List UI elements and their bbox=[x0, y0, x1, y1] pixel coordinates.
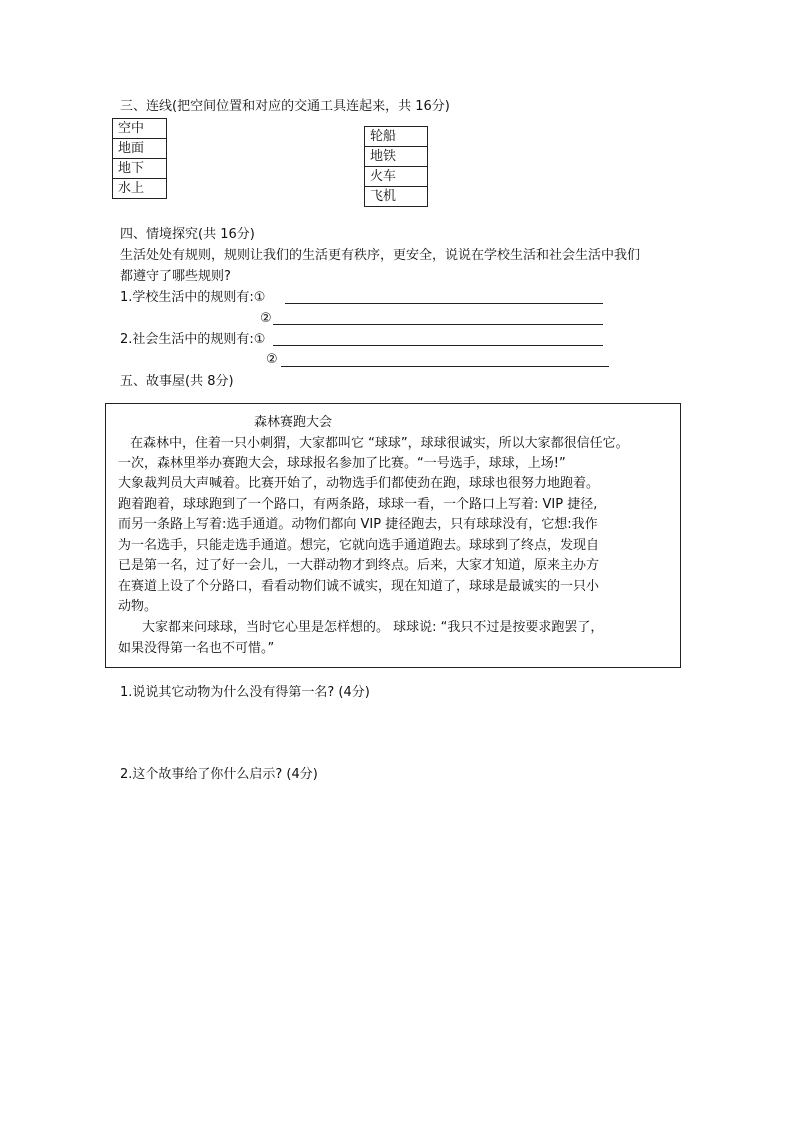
section4-intro-line1: 生活处处有规则，规则让我们的生活更有秩序，更安全，说说在学校生活和社会生活中我们 bbox=[120, 248, 641, 263]
story-line: 而另一条路上写着:选手通道。动物们都向 VIP 捷径跑去，只有球球没有，它想:我作 bbox=[118, 517, 598, 532]
section5-heading: 五、故事屋(共 8分) bbox=[120, 374, 234, 389]
place-cell[interactable]: 地面 bbox=[113, 139, 167, 159]
q2-second-marker: ② bbox=[266, 352, 278, 367]
story-line: 在赛道上设了个分路口，看看动物们诚不诚实，现在知道了，球球是最诚实的一只小 bbox=[118, 579, 600, 594]
story-line: 在森林中，住着一只小刺猬，大家都叫它 “球球”，球球很诚实，所以大家都很信任它。 bbox=[130, 436, 629, 451]
section4-intro-line2: 都遵守了哪些规则? bbox=[120, 269, 231, 284]
section4-heading: 四、情境探究(共 16分) bbox=[120, 227, 255, 242]
vehicle-cell[interactable]: 地铁 bbox=[365, 147, 428, 167]
story-line: 如果没得第一名也不可惜。” bbox=[118, 641, 275, 656]
section3-heading: 三、连线(把空间位置和对应的交通工具连起来，共 16分) bbox=[120, 99, 450, 114]
story-question-2: 2.这个故事给了你什么启示? (4分) bbox=[120, 767, 318, 782]
q1-answer-line-2[interactable] bbox=[273, 324, 603, 325]
story-line: 为一名选手，只能走选手通道。想完，它就向选手通道跑去。球球到了终点，发现自 bbox=[118, 538, 600, 553]
q1-second-marker: ② bbox=[260, 311, 272, 326]
q1-answer-line-1[interactable] bbox=[285, 303, 603, 304]
story-box bbox=[105, 403, 681, 668]
place-cell[interactable]: 地下 bbox=[113, 159, 167, 179]
place-cell[interactable]: 空中 bbox=[113, 119, 167, 139]
vehicle-cell[interactable]: 轮船 bbox=[365, 127, 428, 147]
places-table bbox=[112, 118, 167, 199]
story-line: 动物。 bbox=[118, 599, 158, 614]
q2-answer-line-1[interactable] bbox=[273, 345, 603, 346]
story-title: 森林赛跑大会 bbox=[254, 415, 333, 430]
story-line: 大象裁判员大声喊着。比赛开始了，动物选手们都使劲在跑，球球也很努力地跑着。 bbox=[118, 476, 600, 491]
story-line: 大家都来问球球，当时它心里是怎样想的。 球球说: “我只不过是按要求跑罢了， bbox=[142, 620, 604, 635]
story-line: 已是第一名，过了好一会儿，一大群动物才到终点。后来，大家才知道，原来主办方 bbox=[118, 558, 600, 573]
story-question-1: 1.说说其它动物为什么没有得第一名? (4分) bbox=[120, 685, 370, 700]
q2-label: 2.社会生活中的规则有:① bbox=[120, 332, 266, 347]
vehicles-table bbox=[364, 126, 428, 207]
story-line: 一次，森林里举办赛跑大会，球球报名参加了比赛。“一号选手，球球，上场!” bbox=[118, 456, 566, 471]
q1-label: 1.学校生活中的规则有:① bbox=[120, 290, 266, 305]
story-line: 跑着跑着，球球跑到了一个路口，有两条路，球球一看，一个路口上写着: VIP 捷径, bbox=[118, 497, 598, 512]
vehicle-cell[interactable]: 火车 bbox=[365, 167, 428, 187]
q2-answer-line-2[interactable] bbox=[281, 366, 609, 367]
vehicle-cell[interactable]: 飞机 bbox=[365, 187, 428, 207]
place-cell[interactable]: 水上 bbox=[113, 179, 167, 199]
